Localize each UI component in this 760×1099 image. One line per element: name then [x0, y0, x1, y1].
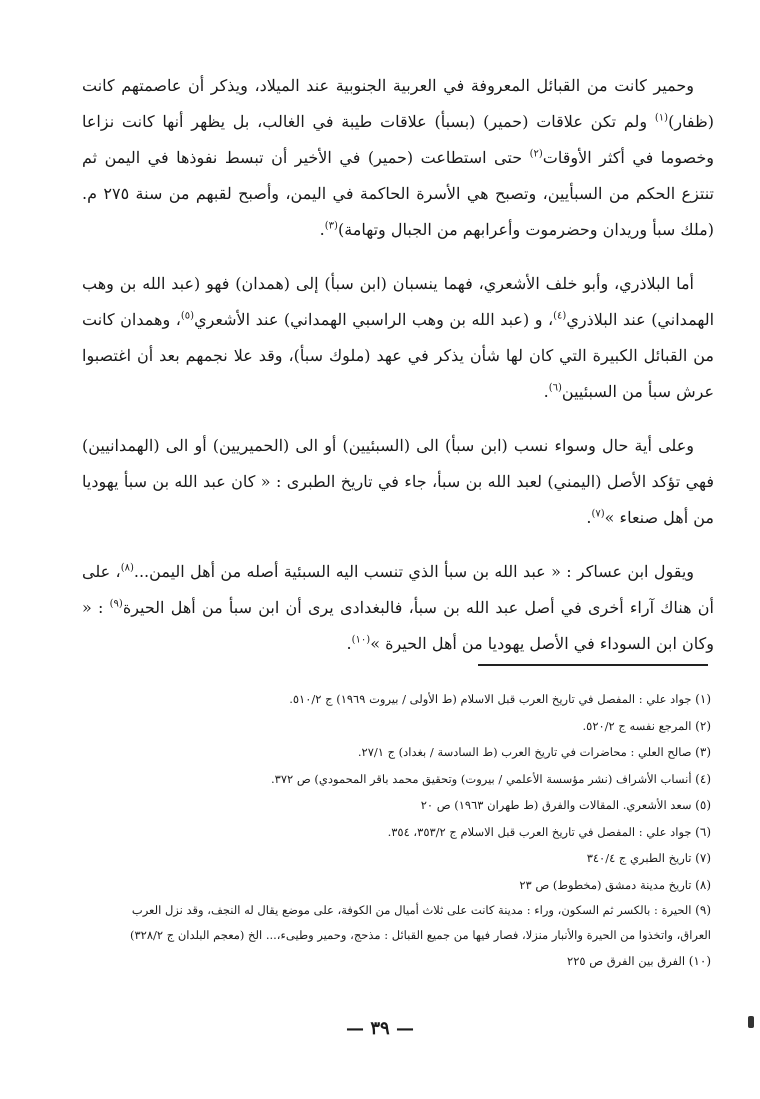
- footnote: [96, 872, 711, 899]
- paragraph-4: [82, 554, 714, 662]
- footnote-number: (١٠): [688, 954, 711, 968]
- footnote-number: (١): [695, 692, 711, 706]
- footnote-text: جواد علي : المفصل في تاريخ العرب قبل الاسلام ج ٣٥٣/٢، ٣٥٤.: [387, 824, 692, 839]
- footnote-number: (٨): [695, 877, 711, 892]
- footnote-ref-9: (٩): [109, 598, 123, 610]
- footnote-ref-8: (٨): [120, 562, 134, 574]
- footnote-text: جواد علي : المفصل في تاريخ العرب قبل الاسلام (ط الأولى / بيروت ١٩٦٩) ج ٥١٠/٢.: [289, 692, 692, 706]
- paragraph-1: [82, 68, 714, 248]
- paragraph-text: : « وكان ابن السوداء في الأصل يهوديا من أهل الحيرة »: [82, 598, 714, 653]
- footnote-ref-7: (٧): [591, 508, 605, 520]
- footnote-divider: [478, 664, 708, 666]
- footnote-ref-6: (٦): [548, 382, 562, 394]
- footnote-text: أنساب الأشراف (نشر مؤسسة الأعلمي / بيروت) وتحقيق محمد باقر المحمودي) ص ٣٧٢.: [271, 771, 692, 786]
- page-number: — ٣٩ —: [346, 1018, 414, 1039]
- paragraph-3: [82, 428, 714, 536]
- paragraph-text: .: [346, 634, 352, 653]
- footnote-ref-2: (٢): [529, 148, 543, 160]
- paragraph-text: وعلى أية حال وسواء نسب (ابن سبأ) الى (السبئيين) أو الى (الحميريين) أو الى (الهمدانيين) فهي تؤكد الأصل (اليمني) لعبد الله بن سبأ، جاء في تاريخ الطبرى : « كان عبد الله بن سبأ يهوديا من أهل صنعاء »: [82, 436, 714, 527]
- footnote: [96, 792, 711, 819]
- footnote-number: (٦): [695, 824, 711, 839]
- footnote: [96, 739, 711, 766]
- footnotes-list: [96, 686, 711, 975]
- paragraph-text: ، على أن هناك آراء أخرى في أصل عبد الله بن سبأ، فالبغدادى يرى أن ابن سبأ من أهل الحيرة: [82, 562, 714, 617]
- footnote-number: (٧): [695, 851, 711, 865]
- paragraph-text: .: [319, 220, 325, 239]
- footnote-ref-10: (١٠): [351, 634, 371, 646]
- footnote: [96, 819, 711, 846]
- footnote: [96, 686, 711, 713]
- footnote-ref-1: (١): [654, 112, 669, 124]
- footnote: [96, 898, 711, 948]
- paragraph-text: أما البلاذري، وأبو خلف الأشعري، فهما ينسبان (ابن سبأ) إلى (همدان) فهو (عبد الله بن وهب الهمداني) عند البلاذري: [82, 274, 715, 329]
- footnote-text: تاريخ مدينة دمشق (مخطوط) ص ٢٣: [519, 877, 692, 892]
- paragraph-text: حتى استطاعت (حمير) في الأخير أن تبسط نفوذها في اليمن ثم تنتزع الحكم من السبأيين، وتصبح هي الأسرة الحاكمة في اليمن، وأصبح لقبهم من سنة ٢٧٥ م. (ملك سبأ وريدان وحضرموت وأعرابهم من الجبال وتهامة): [82, 148, 715, 239]
- footnote-text: الحيرة : بالكسر ثم السكون، وراء : مدينة كانت على ثلاث أميال من الكوفة، على موضع يقال له النجف، وقد نزل العرب العراق، واتخذوا من الحيرة والأنبار منزلا، فصار فيها من جميع القبائل : مذحج، وحمير وطيىء،... الخ (معجم البلدان ج ٣٢٨/٢): [129, 903, 711, 942]
- main-text: [82, 68, 714, 680]
- paragraph-2: [82, 266, 714, 410]
- paragraph-text: ، وهمدان كانت من القبائل الكبيرة التي كان لها شأن يذكر في عهد (ملوك سبأ)، وقد علا نجمهم بعد أن اغتصبوا عرش سبأ من السبئيين: [82, 310, 714, 401]
- paragraph-text: .: [586, 508, 592, 527]
- paragraph-text: ويقول ابن عساكر : « عبد الله بن سبأ الذي تنسب اليه السبئية أصله من أهل اليمن...: [133, 562, 694, 581]
- footnote-text: صالح العلي : محاضرات في تاريخ العرب (ط السادسة / بغداد) ج ٢٧/١.: [357, 745, 692, 759]
- footnote: [96, 948, 711, 975]
- footnote-ref-4: (٤): [553, 310, 567, 322]
- paragraph-text: وحمير كانت من القبائل المعروفة في العربية الجنوبية عند الميلاد، ويذكر أن عاصمتهم كانت (ظفار): [82, 76, 714, 131]
- footnote: [96, 766, 711, 793]
- footnote-ref-3: (٣): [324, 220, 338, 232]
- footnote-ref-5: (٥): [180, 310, 195, 322]
- footnote-text: المرجع نفسه ج ٥٢٠/٢.: [582, 718, 692, 733]
- paragraph-text: .: [543, 382, 549, 401]
- footnote: [96, 845, 711, 872]
- paragraph-text: ولم تكن علاقات (حمير) (بسبأ) علاقات طيبة في الغالب، بل يظهر أنها كانت نزاعا وخصوما في أكثر الأوقات: [82, 112, 715, 167]
- footnote-number: (٤): [695, 771, 711, 786]
- footnote-number: (٥): [695, 798, 711, 812]
- footnote-text: سعد الأشعري. المقالات والفرق (ط طهران ١٩٦٣) ص ٢٠: [420, 798, 692, 812]
- footnote-number: (٩): [695, 903, 711, 917]
- scan-edge-mark: [748, 1016, 754, 1028]
- footnote-number: (٢): [695, 718, 711, 733]
- footnote-text: الفرق بين الفرق ص ٢٢٥: [567, 954, 686, 968]
- footnote: [96, 713, 711, 740]
- footnote-number: (٣): [695, 745, 711, 759]
- paragraph-text: ، و (عبد الله بن وهب الراسبي الهمداني) عند الأشعري: [194, 310, 554, 329]
- footnote-text: تاريخ الطبري ج ٣٤٠/٤: [586, 851, 692, 865]
